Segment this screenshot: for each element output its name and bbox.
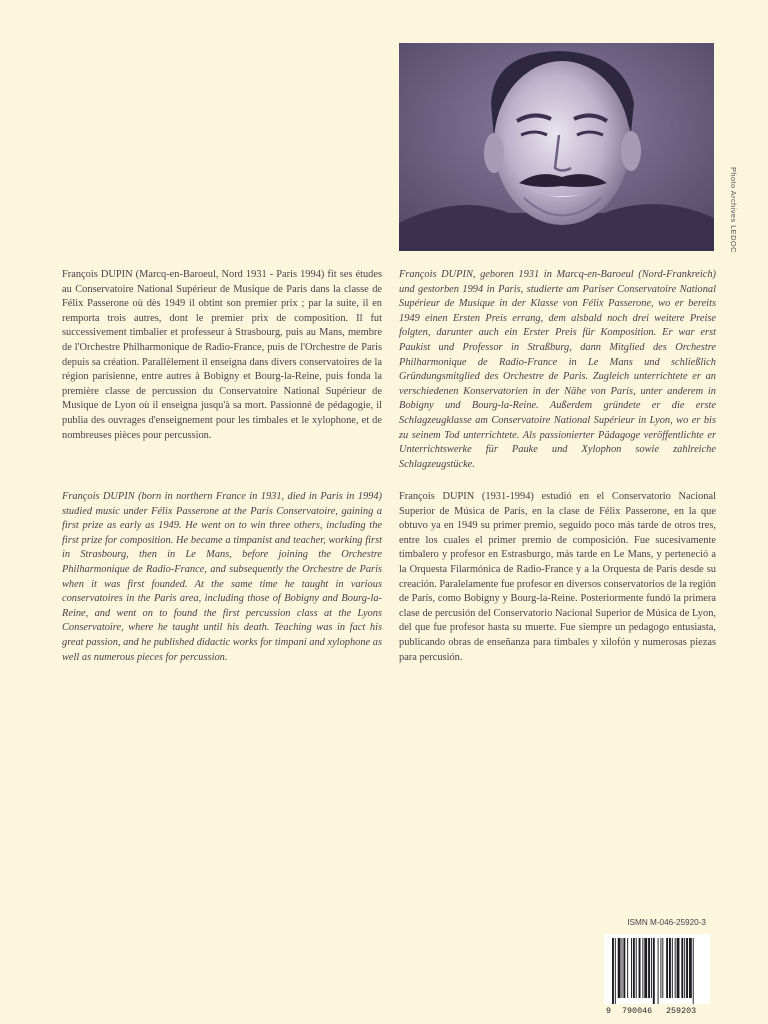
barcode-bar xyxy=(639,938,641,998)
barcode-bar xyxy=(669,938,671,998)
barcode-digit-first: 9 xyxy=(606,1006,612,1016)
biography-english: François DUPIN (born in northern France in 1931, died in Paris in 1994) studied music under Félix Passerone at the Paris Conservatoire, gaining a first prize as early as 1949. He went on to win three others, including the first prize for composition. He became a timpanist and teacher, working first in Strasbourg, then in Le Mans, before joining the Orchestre Philharmonique de Radio-France, and subsequently the Orchestre de Paris when it was first founded. At the same time he taught in various conservatoires in the Paris area, including those of Bobigny and Bourg-la-Reine, and went on to found the first percussion class at the Lyons Conservatoire, where he taught until his death. Teaching was in fact his great passion, and he published didactic works for timpani and xylophone as well as numerous pieces for percussion. xyxy=(62,491,382,663)
photo-credit: Photo Archives LEDOC xyxy=(729,167,738,253)
biography-spanish: François DUPIN (1931-1994) estudió en el Conservatorio Nacional Superior de Música de París, en la clase de Félix Passerone, en la que obtuvo ya en 1949 su primer premio, seguido poco más tarde de otros tres, entre los cuales el primer premio de composición. Fue sucesivamente timbalero y profesor en Estrasburgo, más tarde en Le Mans, y perteneció a la Orquesta Filarmónica de Radio-France y a la Orquesta de París desde su creación. Paralelamente fue profesor en diversos conservatorios de la región de París, como Bobigny y Bourg-la-Reine. Posteriormente fundó la primera clase de percusión del Conservatorio Nacional Superior de Música de Lyon, del que fue profesor hasta su muerte. Fue siempre un pedagogo entusiasta, publicando obras de enseñanza para timbales y xilofón y numerosas piezas para percusión. xyxy=(399,491,716,663)
barcode-bar xyxy=(693,938,694,1004)
ismn-number: ISMN M-046-25920-3 xyxy=(627,918,706,927)
barcode-digits-right: 259203 xyxy=(666,1006,697,1016)
barcode-bar xyxy=(642,938,643,998)
barcode-bar xyxy=(612,938,614,1004)
barcode-bars xyxy=(604,934,710,1004)
barcode-bar xyxy=(681,938,683,998)
barcode-bar xyxy=(651,938,652,998)
barcode-bar xyxy=(662,938,663,998)
barcode-bar xyxy=(633,938,635,998)
barcode-bar xyxy=(686,938,688,998)
barcode-bar xyxy=(618,938,621,998)
barcode-bar xyxy=(666,938,668,998)
barcode-digits-left: 790046 xyxy=(622,1006,653,1016)
portrait-image xyxy=(399,43,714,251)
barcode-bar xyxy=(653,938,655,1004)
barcode-bar xyxy=(622,938,623,998)
barcode-bar xyxy=(660,938,661,998)
barcode-bar xyxy=(615,938,616,1004)
biography-german: François DUPIN, geboren 1931 in Marcq-en-Baroeul (Nord-Frankreich) und gestorben 1994 in Paris, studierte am Pariser Conservatoire National Supérieur de Musique in der Klasse von Félix Passerone, wo er bereits 1949 einen Ersten Preis errang, dem alsbald noch drei weitere Preise folgten, darunter auch ein Erster Preis für Komposition. Er war erst Paukist und Professor in Straßburg, dann Mitglied des Orchestre Philharmonique de Radio-France in Le Mans und schließlich Gründungsmitglied des Orchestre de Paris. Zugleich unterrichtete er an verschiedenen Konservatorien in der Nähe von Paris, unter anderem in Bobigny und Bourg-la-Reine. Außerdem gründete er die erste Schlagzeugklasse am Conservatoire National Supérieur in Lyon, wo er bis zu seinem Tod unterrichtete. Als passionierter Pädagoge veröffentlichte er Unterrichtswerke für Pauke und Xylophon sowie zahlreiche Schlagzeugstücke. xyxy=(399,269,716,470)
barcode-bar xyxy=(675,938,676,998)
barcode-bar xyxy=(677,938,680,998)
barcode-bar xyxy=(648,938,650,998)
barcode-bar xyxy=(658,938,659,1004)
biography-french: François DUPIN (Marcq-en-Baroeul, Nord 1931 - Paris 1994) fit ses études au Conservatoire National Supérieur de Musique de Paris dans la classe de Félix Passerone où dès 1949 il obtint son premier prix ; par la suite, il en remporta trois autres, dont le premier prix de composition. Il fut successivement timbalier et professeur à Strasbourg, puis au Mans, membre de l'Orchestre Philharmonique de Radio-France, puis de l'Orchestre de Paris depuis sa création. Parallèlement il enseigna dans divers conservatoires de la région parisienne, entre autres à Bobigny et Bourg-la-Reine, puis fonda la première classe de percussion du Conservatoire National Supérieur de Musique de Lyon où il enseigna jusqu'à sa mort. Passionné de pédagogie, il publia des ouvrages d'enseignement pour les timbales et le xylophone, et de nombreuses pièces pour percussion. xyxy=(62,269,382,441)
barcode-bar xyxy=(627,938,628,998)
barcode-bar xyxy=(644,938,647,998)
barcode-bar xyxy=(623,938,625,998)
barcode-bar xyxy=(672,938,673,998)
barcode-bar xyxy=(684,938,685,998)
barcode-bar xyxy=(636,938,637,998)
portrait-photo xyxy=(399,43,714,251)
barcode-bar xyxy=(689,938,692,998)
barcode-digits xyxy=(604,1006,710,1020)
barcode-bar xyxy=(631,938,632,998)
